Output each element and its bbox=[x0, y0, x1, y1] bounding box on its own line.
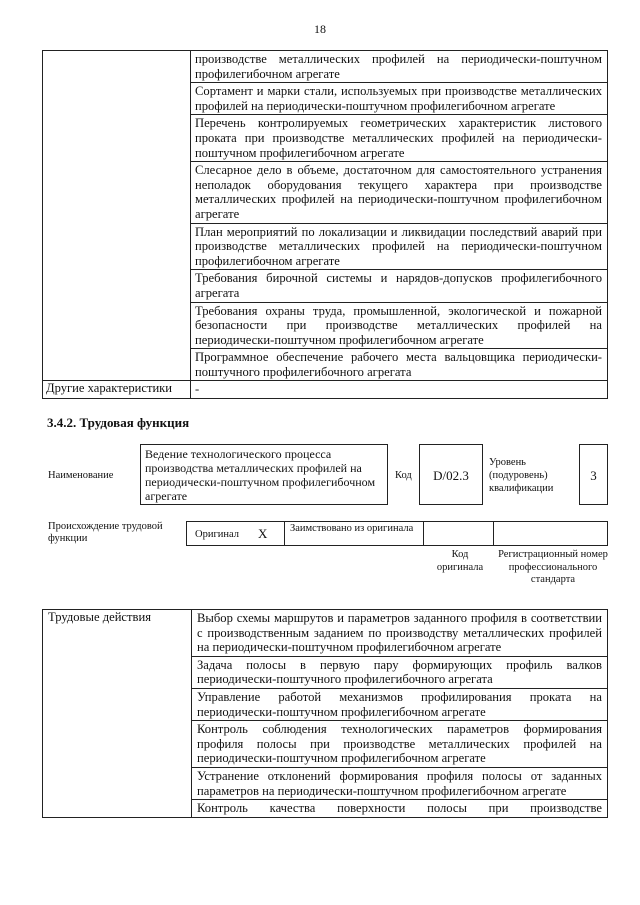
table-cell: производстве металлических профилей на периодически-поштучном профилегибочном агрегате bbox=[191, 51, 608, 83]
level-box: 3 bbox=[579, 444, 608, 505]
function-name-box: Ведение технологического процесса производства металлических профилей на периодически-поштучном профилегибочном агрегате bbox=[140, 444, 388, 505]
divider bbox=[493, 522, 494, 545]
code-label: Код bbox=[395, 470, 412, 481]
table-row bbox=[43, 51, 608, 83]
table-cell: Контроль качества поверхности полосы при производстве bbox=[192, 800, 608, 818]
table-cell: План мероприятий по локализации и ликвидации последствий аварий при производстве металлических профилей на периодически-поштучном профилегибочном агрегате bbox=[191, 223, 608, 270]
table-row bbox=[43, 610, 608, 657]
labor-actions-table bbox=[42, 609, 608, 818]
name-label: Наименование bbox=[48, 470, 114, 481]
table-cell: Программное обеспечение рабочего места вальцовщика периодически-поштучного профилегибочного агрегата bbox=[191, 349, 608, 381]
code-original-caption: Код оригинала bbox=[436, 549, 484, 573]
table-cell: Устранение отклонений формирования профиля полосы от заданных параметров на периодически-поштучном профилегибочном агрегате bbox=[192, 767, 608, 799]
borrowed-label: Заимствовано из оригинала bbox=[290, 523, 414, 534]
table-cell: Выбор схемы маршрутов и параметров заданного профиля в соответствии с производственным заданием по производству металлических профилей на периодически-поштучном профилегибочном агрегате bbox=[192, 610, 608, 657]
page-number: 18 bbox=[314, 22, 326, 36]
labor-actions-label: Трудовые действия bbox=[43, 610, 192, 818]
table-cell: Сортамент и марки стали, используемых при производстве металлических профилей на периодически-поштучном профилегибочном агрегате bbox=[191, 83, 608, 115]
divider bbox=[284, 522, 285, 545]
table-cell: Перечень контролируемых геометрических характеристик листового проката при производстве металлических профилей на периодически-поштучном профилегибочном агрегате bbox=[191, 115, 608, 162]
level-label: Уровень (подуровень) квалификации bbox=[489, 457, 554, 494]
code-box: D/02.3 bbox=[419, 444, 483, 505]
reg-number-caption: Регистрационный номер профессионального стандарта bbox=[498, 549, 608, 585]
table-row bbox=[43, 381, 608, 399]
origin-label: Происхождение трудовой функции bbox=[48, 521, 163, 544]
table-label-cell bbox=[43, 51, 191, 381]
divider bbox=[423, 522, 424, 545]
table-cell: Слесарное дело в объеме, достаточном для самостоятельного устранения неполадок оборудования текущего характера при производстве металлических профилей на периодически-поштучном профилегибочном агрегате bbox=[191, 162, 608, 223]
knowledge-table bbox=[42, 50, 608, 399]
section-heading: 3.4.2. Трудовая функция bbox=[47, 415, 190, 430]
origin-row-box bbox=[186, 521, 608, 546]
original-label: Оригинал bbox=[195, 529, 239, 540]
table-cell: Требования охраны труда, промышленной, экологической и пожарной безопасности при производстве металлических профилей на периодически-поштучном профилегибочном агрегате bbox=[191, 302, 608, 349]
original-mark: X bbox=[258, 526, 268, 541]
other-characteristics-value: - bbox=[191, 381, 608, 399]
table-cell: Управление работой механизмов профилирования проката на периодически-поштучном профилегибочном агрегате bbox=[192, 688, 608, 720]
other-characteristics-label: Другие характеристики bbox=[43, 381, 191, 399]
table-cell: Требования бирочной системы и нарядов-допусков профилегибочного агрегата bbox=[191, 270, 608, 302]
table-cell: Контроль соблюдения технологических параметров формирования профиля полосы при производстве металлических профилей на периодически-поштучном профилегибочном агрегате bbox=[192, 721, 608, 768]
table-cell: Задача полосы в первую пару формирующих профиль валков периодически-поштучного профилегибочного агрегата bbox=[192, 656, 608, 688]
